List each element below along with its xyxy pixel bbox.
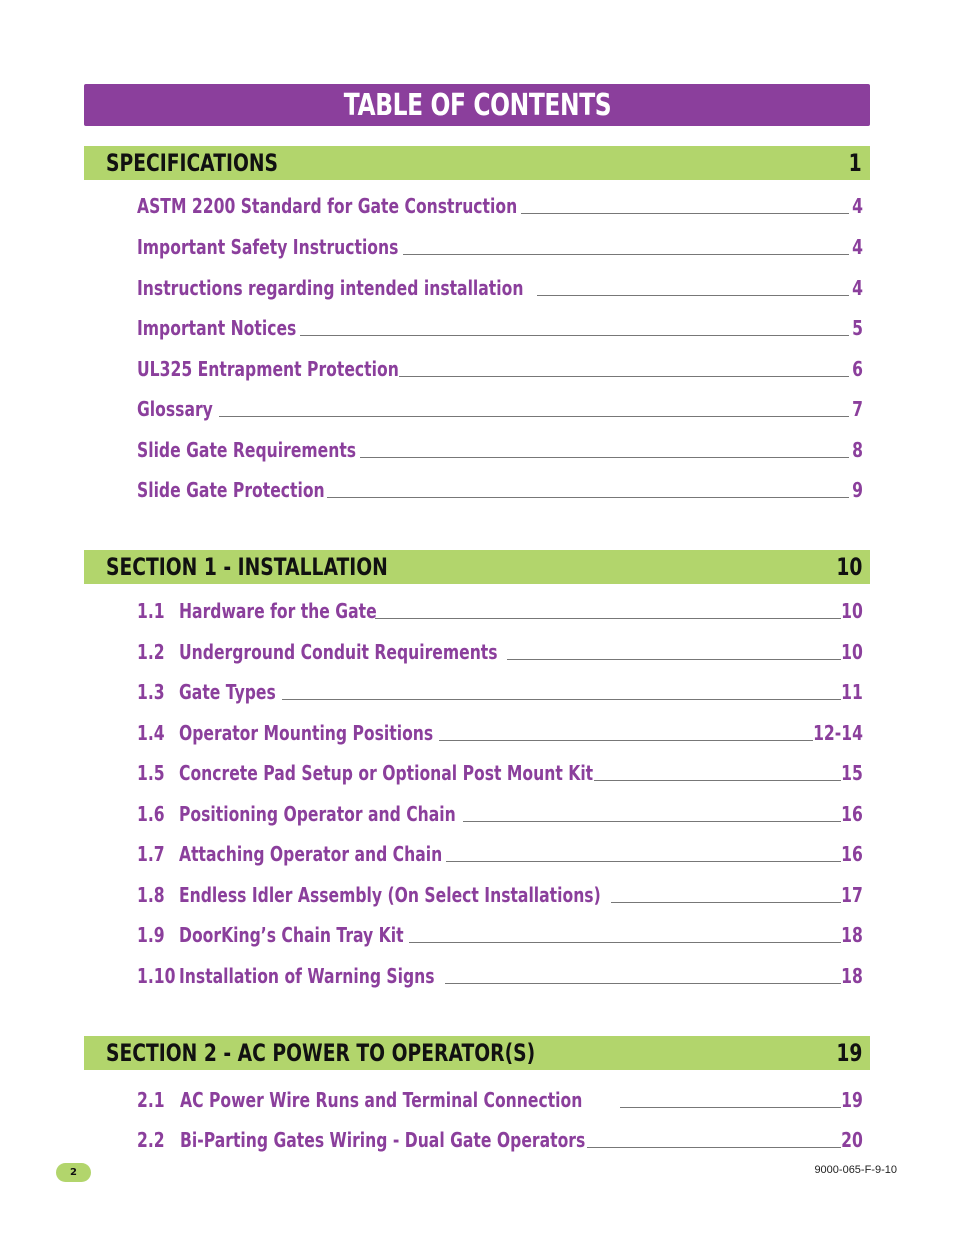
toc-entry-page: 12-14 (813, 721, 863, 745)
toc-entry-label: Operator Mounting Positions (179, 721, 434, 745)
toc-entry-page: 8 (852, 438, 863, 462)
leader-line (282, 699, 841, 700)
document-code: 9000-065-F-9-10 (814, 1164, 897, 1176)
leader-line (409, 942, 841, 943)
section-title: SECTION 2 - AC POWER TO OPERATOR(S) (106, 1039, 536, 1067)
toc-entry[interactable] (137, 396, 863, 422)
leader-line (611, 902, 841, 903)
toc-entry-page: 15 (841, 761, 863, 785)
leader-line (375, 618, 841, 619)
toc-entry-label: Positioning Operator and Chain (179, 802, 456, 826)
toc-entry-label: Endless Idler Assembly (On Select Installations) (179, 883, 601, 907)
toc-entry-page: 6 (852, 357, 863, 381)
toc-entry-number: 2.2 (137, 1128, 165, 1152)
toc-entry-label: DoorKing’s Chain Tray Kit (179, 923, 404, 947)
toc-entry[interactable] (137, 1087, 863, 1113)
toc-entry-label: Glossary (137, 397, 213, 421)
section-page: 19 (835, 1039, 862, 1067)
leader-line (439, 740, 813, 741)
toc-entry[interactable] (137, 1127, 863, 1153)
toc-entry-number: 1.4 (137, 721, 165, 745)
leader-line (507, 659, 841, 660)
section-title: SPECIFICATIONS (106, 149, 279, 177)
leader-line (537, 295, 849, 296)
page-title: TABLE OF CONTENTS (343, 87, 611, 123)
toc-entry-page: 9 (852, 478, 863, 502)
toc-entry-label: Concrete Pad Setup or Optional Post Mount Kit (179, 761, 594, 785)
section-page: 1 (848, 149, 862, 177)
page-number: 2 (70, 1167, 77, 1178)
toc-entry-number: 1.2 (137, 640, 165, 664)
toc-entry-page: 20 (841, 1128, 863, 1152)
toc-entry-number: 1.7 (137, 842, 165, 866)
toc-entry[interactable] (137, 275, 863, 301)
toc-entry-page: 4 (852, 276, 863, 300)
leader-line (399, 376, 849, 377)
toc-entry[interactable] (137, 679, 863, 705)
toc-entry-label: Bi-Parting Gates Wiring - Dual Gate Operators (180, 1128, 586, 1152)
toc-entry-label: Slide Gate Requirements (137, 438, 357, 462)
toc-entry-page: 10 (841, 599, 863, 623)
toc-entry[interactable] (137, 477, 863, 503)
leader-line (594, 780, 841, 781)
toc-entry-label: Important Safety Instructions (137, 235, 399, 259)
toc-entry[interactable] (137, 234, 863, 260)
toc-entry-number: 1.9 (137, 923, 165, 947)
toc-entry-number: 1.8 (137, 883, 165, 907)
toc-entry[interactable] (137, 437, 863, 463)
toc-entry-page: 4 (852, 194, 863, 218)
leader-line (300, 335, 849, 336)
toc-entry[interactable] (137, 720, 863, 746)
toc-entry-label: AC Power Wire Runs and Terminal Connection (180, 1088, 583, 1112)
toc-entry-number: 1.5 (137, 761, 165, 785)
toc-entry-label: Gate Types (179, 680, 276, 704)
leader-line (403, 254, 849, 255)
toc-entry[interactable] (137, 841, 863, 867)
toc-entry-page: 10 (841, 640, 863, 664)
toc-title-bar (84, 84, 870, 126)
toc-entry[interactable] (137, 882, 863, 908)
toc-entry-page: 16 (841, 802, 863, 826)
toc-entry-label: Important Notices (137, 316, 297, 340)
section-header-specifications[interactable] (84, 146, 870, 180)
section-header-installation[interactable] (84, 550, 870, 584)
leader-line (620, 1107, 841, 1108)
leader-line (521, 213, 849, 214)
toc-entry-number: 2.1 (137, 1088, 165, 1112)
toc-entry-label: Hardware for the Gate (179, 599, 377, 623)
page-number-badge (56, 1163, 91, 1182)
leader-line (360, 457, 849, 458)
leader-line (463, 821, 841, 822)
toc-entry[interactable] (137, 315, 863, 341)
section-header-ac-power[interactable] (84, 1036, 870, 1070)
toc-entry-number: 1.1 (137, 599, 165, 623)
toc-entry-label: Attaching Operator and Chain (179, 842, 443, 866)
toc-entry-page: 17 (841, 883, 863, 907)
leader-line (327, 497, 849, 498)
leader-line (587, 1147, 841, 1148)
toc-entry-label: Installation of Warning Signs (179, 964, 435, 988)
toc-entry-number: 1.10 (137, 964, 176, 988)
toc-entry-page: 18 (841, 923, 863, 947)
toc-entry-page: 19 (841, 1088, 863, 1112)
leader-line (445, 983, 841, 984)
toc-entry-page: 7 (852, 397, 863, 421)
toc-entry-number: 1.6 (137, 802, 165, 826)
toc-entry-label: Slide Gate Protection (137, 478, 325, 502)
toc-entry-label: ASTM 2200 Standard for Gate Construction (137, 194, 518, 218)
leader-line (219, 416, 849, 417)
section-page: 10 (835, 553, 862, 581)
leader-line (446, 861, 841, 862)
toc-entry-page: 11 (841, 680, 863, 704)
toc-entry-page: 4 (852, 235, 863, 259)
toc-entry-number: 1.3 (137, 680, 165, 704)
toc-entry[interactable] (137, 801, 863, 827)
toc-entry[interactable] (137, 639, 863, 665)
toc-entry[interactable] (137, 760, 863, 786)
toc-entry[interactable] (137, 963, 863, 989)
toc-entry[interactable] (137, 356, 863, 382)
toc-entry-label: Underground Conduit Requirements (179, 640, 498, 664)
toc-entry-page: 18 (841, 964, 863, 988)
toc-entry[interactable] (137, 598, 863, 624)
section-title: SECTION 1 - INSTALLATION (106, 553, 388, 581)
toc-entry-page: 5 (852, 316, 863, 340)
toc-entry[interactable] (137, 193, 863, 219)
toc-entry-label: Instructions regarding intended installation (137, 276, 524, 300)
toc-entry[interactable] (137, 922, 863, 948)
toc-entry-label: UL325 Entrapment Protection (137, 357, 399, 381)
toc-entry-page: 16 (841, 842, 863, 866)
